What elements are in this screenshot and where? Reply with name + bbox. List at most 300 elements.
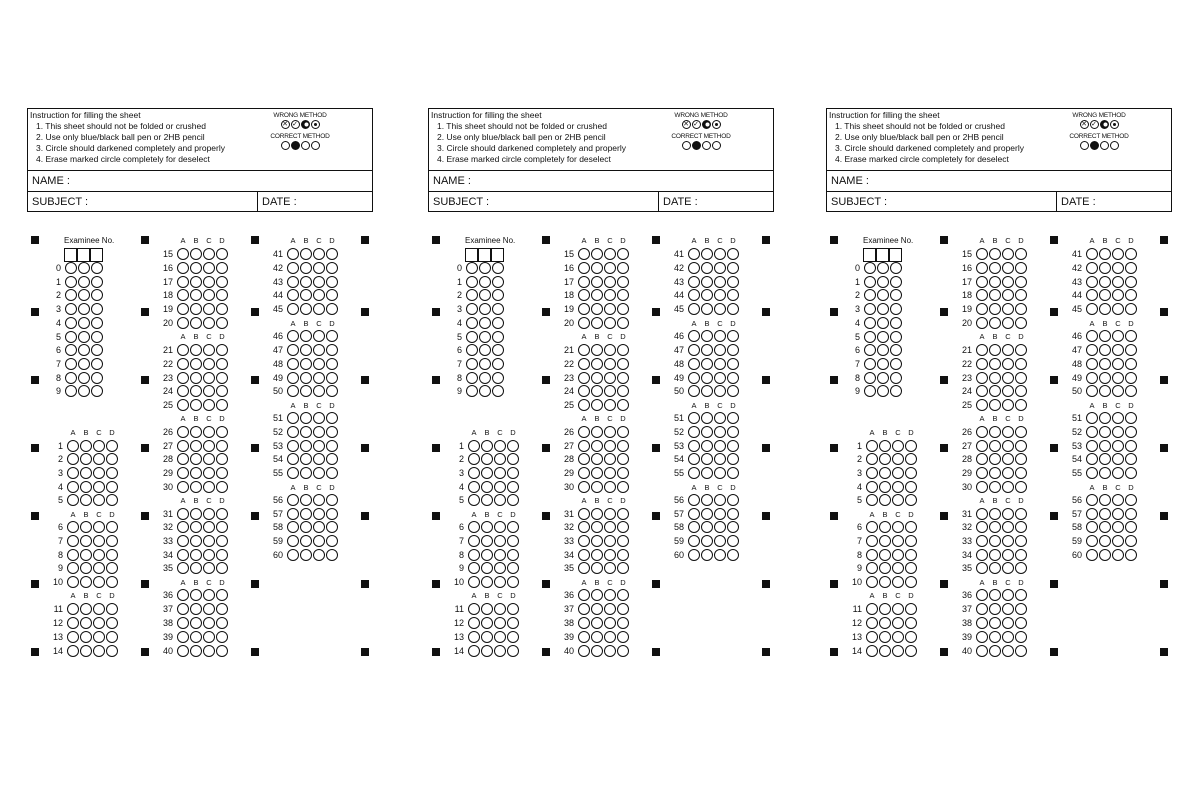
answer-bubble[interactable] [481,440,493,452]
examinee-bubble[interactable] [65,372,77,384]
answer-bubble[interactable] [313,330,325,342]
answer-bubble[interactable] [313,453,325,465]
answer-bubble[interactable] [326,248,338,260]
answer-bubble[interactable] [1099,549,1111,561]
answer-bubble[interactable] [300,303,312,315]
answer-bubble[interactable] [190,521,202,533]
answer-bubble[interactable] [468,521,480,533]
answer-bubble[interactable] [216,535,228,547]
answer-bubble[interactable] [190,631,202,643]
answer-bubble[interactable] [287,426,299,438]
answer-bubble[interactable] [591,289,603,301]
answer-bubble[interactable] [976,549,988,561]
examinee-bubble[interactable] [492,385,504,397]
answer-bubble[interactable] [481,631,493,643]
answer-bubble[interactable] [494,440,506,452]
examinee-bubble[interactable] [65,262,77,274]
examinee-bubble[interactable] [65,289,77,301]
answer-bubble[interactable] [989,372,1001,384]
answer-bubble[interactable] [976,358,988,370]
answer-bubble[interactable] [177,317,189,329]
answer-bubble[interactable] [300,330,312,342]
examinee-bubble[interactable] [890,372,902,384]
answer-bubble[interactable] [177,631,189,643]
answer-bubble[interactable] [727,248,739,260]
answer-bubble[interactable] [300,385,312,397]
answer-bubble[interactable] [106,603,118,615]
answer-bubble[interactable] [1086,508,1098,520]
answer-bubble[interactable] [177,248,189,260]
answer-bubble[interactable] [468,576,480,588]
answer-bubble[interactable] [604,372,616,384]
answer-bubble[interactable] [1015,289,1027,301]
examinee-bubble[interactable] [65,317,77,329]
answer-bubble[interactable] [617,467,629,479]
answer-bubble[interactable] [866,467,878,479]
answer-bubble[interactable] [976,385,988,397]
examinee-bubble[interactable] [78,344,90,356]
answer-bubble[interactable] [203,317,215,329]
answer-bubble[interactable] [591,535,603,547]
answer-bubble[interactable] [866,645,878,657]
answer-bubble[interactable] [313,521,325,533]
answer-bubble[interactable] [177,589,189,601]
answer-bubble[interactable] [1086,330,1098,342]
answer-bubble[interactable] [106,576,118,588]
answer-bubble[interactable] [177,426,189,438]
answer-bubble[interactable] [892,631,904,643]
examinee-bubble[interactable] [65,358,77,370]
answer-bubble[interactable] [300,289,312,301]
answer-bubble[interactable] [989,248,1001,260]
answer-bubble[interactable] [494,467,506,479]
answer-bubble[interactable] [494,631,506,643]
examinee-bubble[interactable] [479,289,491,301]
answer-bubble[interactable] [905,494,917,506]
answer-bubble[interactable] [468,562,480,574]
answer-bubble[interactable] [203,535,215,547]
answer-bubble[interactable] [190,508,202,520]
answer-bubble[interactable] [578,645,590,657]
answer-bubble[interactable] [989,589,1001,601]
answer-bubble[interactable] [1015,481,1027,493]
answer-bubble[interactable] [591,617,603,629]
answer-bubble[interactable] [313,494,325,506]
answer-bubble[interactable] [216,372,228,384]
answer-bubble[interactable] [1015,248,1027,260]
answer-bubble[interactable] [1125,385,1137,397]
answer-bubble[interactable] [617,276,629,288]
answer-bubble[interactable] [714,535,726,547]
answer-bubble[interactable] [976,535,988,547]
answer-bubble[interactable] [591,562,603,574]
answer-bubble[interactable] [1112,549,1124,561]
answer-bubble[interactable] [80,481,92,493]
answer-bubble[interactable] [1015,317,1027,329]
answer-bubble[interactable] [203,631,215,643]
examinee-bubble[interactable] [91,303,103,315]
answer-bubble[interactable] [1112,289,1124,301]
answer-bubble[interactable] [604,358,616,370]
answer-bubble[interactable] [287,303,299,315]
answer-bubble[interactable] [1002,399,1014,411]
answer-bubble[interactable] [714,303,726,315]
answer-bubble[interactable] [177,603,189,615]
examinee-bubble[interactable] [65,331,77,343]
examinee-bubble[interactable] [78,385,90,397]
answer-bubble[interactable] [976,467,988,479]
answer-bubble[interactable] [578,481,590,493]
examinee-bubble[interactable] [492,344,504,356]
answer-bubble[interactable] [714,494,726,506]
answer-bubble[interactable] [578,317,590,329]
answer-bubble[interactable] [701,521,713,533]
examinee-bubble[interactable] [466,385,478,397]
answer-bubble[interactable] [203,344,215,356]
answer-bubble[interactable] [701,412,713,424]
answer-bubble[interactable] [507,494,519,506]
answer-bubble[interactable] [1125,426,1137,438]
examinee-bubble[interactable] [91,317,103,329]
answer-bubble[interactable] [591,467,603,479]
answer-bubble[interactable] [604,562,616,574]
answer-bubble[interactable] [688,358,700,370]
answer-bubble[interactable] [976,317,988,329]
answer-bubble[interactable] [604,589,616,601]
answer-bubble[interactable] [688,385,700,397]
answer-bubble[interactable] [989,631,1001,643]
answer-bubble[interactable] [216,248,228,260]
answer-bubble[interactable] [617,645,629,657]
answer-bubble[interactable] [1002,303,1014,315]
answer-bubble[interactable] [578,276,590,288]
answer-bubble[interactable] [216,467,228,479]
answer-bubble[interactable] [688,426,700,438]
answer-bubble[interactable] [989,549,1001,561]
subject-field[interactable]: SUBJECT : [32,196,89,208]
answer-bubble[interactable] [313,440,325,452]
answer-bubble[interactable] [879,603,891,615]
answer-bubble[interactable] [203,589,215,601]
answer-bubble[interactable] [313,467,325,479]
answer-bubble[interactable] [203,248,215,260]
answer-bubble[interactable] [578,521,590,533]
answer-bubble[interactable] [866,576,878,588]
answer-bubble[interactable] [714,289,726,301]
answer-bubble[interactable] [701,440,713,452]
answer-bubble[interactable] [1015,344,1027,356]
answer-bubble[interactable] [727,289,739,301]
answer-bubble[interactable] [1086,535,1098,547]
answer-bubble[interactable] [1015,535,1027,547]
answer-bubble[interactable] [326,549,338,561]
answer-bubble[interactable] [617,549,629,561]
answer-bubble[interactable] [578,248,590,260]
answer-bubble[interactable] [481,521,493,533]
answer-bubble[interactable] [866,535,878,547]
answer-bubble[interactable] [468,453,480,465]
answer-bubble[interactable] [216,344,228,356]
answer-bubble[interactable] [507,549,519,561]
examinee-bubble[interactable] [78,289,90,301]
examinee-bubble[interactable] [864,317,876,329]
answer-bubble[interactable] [1002,521,1014,533]
answer-bubble[interactable] [216,426,228,438]
answer-bubble[interactable] [507,645,519,657]
answer-bubble[interactable] [1002,603,1014,615]
subject-field[interactable]: SUBJECT : [831,196,888,208]
examinee-bubble[interactable] [877,372,889,384]
answer-bubble[interactable] [578,344,590,356]
answer-bubble[interactable] [1086,276,1098,288]
answer-bubble[interactable] [326,276,338,288]
answer-bubble[interactable] [481,535,493,547]
answer-bubble[interactable] [688,508,700,520]
answer-bubble[interactable] [300,494,312,506]
examinee-bubble[interactable] [78,303,90,315]
answer-bubble[interactable] [617,317,629,329]
answer-bubble[interactable] [216,453,228,465]
answer-bubble[interactable] [190,645,202,657]
answer-bubble[interactable] [203,467,215,479]
answer-bubble[interactable] [1125,248,1137,260]
answer-bubble[interactable] [326,385,338,397]
examinee-box[interactable] [876,248,889,262]
answer-bubble[interactable] [892,453,904,465]
answer-bubble[interactable] [879,481,891,493]
answer-bubble[interactable] [578,549,590,561]
answer-bubble[interactable] [688,440,700,452]
answer-bubble[interactable] [190,453,202,465]
answer-bubble[interactable] [1086,549,1098,561]
answer-bubble[interactable] [727,412,739,424]
answer-bubble[interactable] [578,426,590,438]
answer-bubble[interactable] [190,481,202,493]
answer-bubble[interactable] [892,440,904,452]
answer-bubble[interactable] [177,481,189,493]
answer-bubble[interactable] [1086,440,1098,452]
answer-bubble[interactable] [727,535,739,547]
answer-bubble[interactable] [287,535,299,547]
answer-bubble[interactable] [468,535,480,547]
answer-bubble[interactable] [216,562,228,574]
answer-bubble[interactable] [714,344,726,356]
answer-bubble[interactable] [326,453,338,465]
answer-bubble[interactable] [177,262,189,274]
answer-bubble[interactable] [468,645,480,657]
answer-bubble[interactable] [507,467,519,479]
answer-bubble[interactable] [989,317,1001,329]
answer-bubble[interactable] [203,549,215,561]
answer-bubble[interactable] [591,549,603,561]
answer-bubble[interactable] [203,289,215,301]
answer-bubble[interactable] [1112,303,1124,315]
answer-bubble[interactable] [1002,467,1014,479]
answer-bubble[interactable] [1099,426,1111,438]
answer-bubble[interactable] [617,262,629,274]
answer-bubble[interactable] [1002,508,1014,520]
answer-bubble[interactable] [300,248,312,260]
answer-bubble[interactable] [1015,399,1027,411]
answer-bubble[interactable] [591,385,603,397]
answer-bubble[interactable] [203,440,215,452]
answer-bubble[interactable] [190,617,202,629]
answer-bubble[interactable] [1125,358,1137,370]
answer-bubble[interactable] [326,521,338,533]
answer-bubble[interactable] [578,453,590,465]
answer-bubble[interactable] [617,603,629,615]
answer-bubble[interactable] [177,303,189,315]
answer-bubble[interactable] [80,576,92,588]
answer-bubble[interactable] [481,467,493,479]
answer-bubble[interactable] [617,440,629,452]
examinee-bubble[interactable] [864,385,876,397]
answer-bubble[interactable] [494,453,506,465]
examinee-bubble[interactable] [492,262,504,274]
examinee-bubble[interactable] [91,289,103,301]
answer-bubble[interactable] [287,508,299,520]
answer-bubble[interactable] [177,453,189,465]
answer-bubble[interactable] [727,426,739,438]
answer-bubble[interactable] [1125,289,1137,301]
examinee-bubble[interactable] [91,331,103,343]
answer-bubble[interactable] [989,303,1001,315]
answer-bubble[interactable] [67,481,79,493]
answer-bubble[interactable] [177,549,189,561]
answer-bubble[interactable] [1112,344,1124,356]
answer-bubble[interactable] [905,562,917,574]
answer-bubble[interactable] [1125,549,1137,561]
answer-bubble[interactable] [578,467,590,479]
answer-bubble[interactable] [1125,508,1137,520]
examinee-box[interactable] [478,248,491,262]
answer-bubble[interactable] [106,617,118,629]
answer-bubble[interactable] [688,549,700,561]
answer-bubble[interactable] [203,481,215,493]
examinee-bubble[interactable] [466,303,478,315]
examinee-bubble[interactable] [91,385,103,397]
answer-bubble[interactable] [203,453,215,465]
answer-bubble[interactable] [190,303,202,315]
answer-bubble[interactable] [688,262,700,274]
answer-bubble[interactable] [1015,603,1027,615]
examinee-bubble[interactable] [877,317,889,329]
answer-bubble[interactable] [1112,248,1124,260]
answer-bubble[interactable] [591,426,603,438]
answer-bubble[interactable] [1002,453,1014,465]
answer-bubble[interactable] [701,535,713,547]
answer-bubble[interactable] [287,453,299,465]
answer-bubble[interactable] [313,303,325,315]
examinee-bubble[interactable] [479,372,491,384]
answer-bubble[interactable] [1015,467,1027,479]
answer-bubble[interactable] [604,645,616,657]
answer-bubble[interactable] [326,412,338,424]
answer-bubble[interactable] [727,453,739,465]
answer-bubble[interactable] [591,631,603,643]
answer-bubble[interactable] [67,645,79,657]
answer-bubble[interactable] [604,317,616,329]
examinee-bubble[interactable] [864,289,876,301]
answer-bubble[interactable] [866,481,878,493]
answer-bubble[interactable] [714,248,726,260]
answer-bubble[interactable] [892,603,904,615]
examinee-bubble[interactable] [890,262,902,274]
answer-bubble[interactable] [1099,262,1111,274]
answer-bubble[interactable] [1112,467,1124,479]
examinee-bubble[interactable] [78,358,90,370]
answer-bubble[interactable] [1125,344,1137,356]
answer-bubble[interactable] [604,248,616,260]
answer-bubble[interactable] [714,330,726,342]
examinee-bubble[interactable] [91,344,103,356]
answer-bubble[interactable] [106,521,118,533]
answer-bubble[interactable] [701,549,713,561]
answer-bubble[interactable] [190,440,202,452]
answer-bubble[interactable] [1099,508,1111,520]
answer-bubble[interactable] [989,289,1001,301]
examinee-bubble[interactable] [890,344,902,356]
answer-bubble[interactable] [591,358,603,370]
examinee-bubble[interactable] [492,358,504,370]
answer-bubble[interactable] [1099,344,1111,356]
examinee-bubble[interactable] [466,276,478,288]
answer-bubble[interactable] [80,617,92,629]
answer-bubble[interactable] [989,617,1001,629]
answer-bubble[interactable] [1015,276,1027,288]
name-field[interactable]: NAME : [433,175,471,187]
answer-bubble[interactable] [989,440,1001,452]
answer-bubble[interactable] [578,631,590,643]
answer-bubble[interactable] [177,385,189,397]
examinee-bubble[interactable] [78,276,90,288]
answer-bubble[interactable] [1112,372,1124,384]
answer-bubble[interactable] [177,399,189,411]
answer-bubble[interactable] [989,276,1001,288]
answer-bubble[interactable] [1086,453,1098,465]
answer-bubble[interactable] [80,603,92,615]
answer-bubble[interactable] [591,508,603,520]
answer-bubble[interactable] [905,617,917,629]
answer-bubble[interactable] [604,631,616,643]
examinee-bubble[interactable] [91,358,103,370]
answer-bubble[interactable] [1002,481,1014,493]
answer-bubble[interactable] [905,535,917,547]
answer-bubble[interactable] [1125,535,1137,547]
answer-bubble[interactable] [866,521,878,533]
answer-bubble[interactable] [216,508,228,520]
answer-bubble[interactable] [1099,372,1111,384]
answer-bubble[interactable] [879,440,891,452]
answer-bubble[interactable] [507,603,519,615]
answer-bubble[interactable] [1002,262,1014,274]
answer-bubble[interactable] [80,645,92,657]
examinee-box[interactable] [465,248,478,262]
answer-bubble[interactable] [1112,276,1124,288]
answer-bubble[interactable] [1002,289,1014,301]
answer-bubble[interactable] [326,535,338,547]
answer-bubble[interactable] [203,358,215,370]
answer-bubble[interactable] [1125,412,1137,424]
answer-bubble[interactable] [727,303,739,315]
answer-bubble[interactable] [617,508,629,520]
answer-bubble[interactable] [879,535,891,547]
answer-bubble[interactable] [287,549,299,561]
answer-bubble[interactable] [617,358,629,370]
answer-bubble[interactable] [287,276,299,288]
date-field[interactable]: DATE : [663,196,698,208]
answer-bubble[interactable] [591,317,603,329]
